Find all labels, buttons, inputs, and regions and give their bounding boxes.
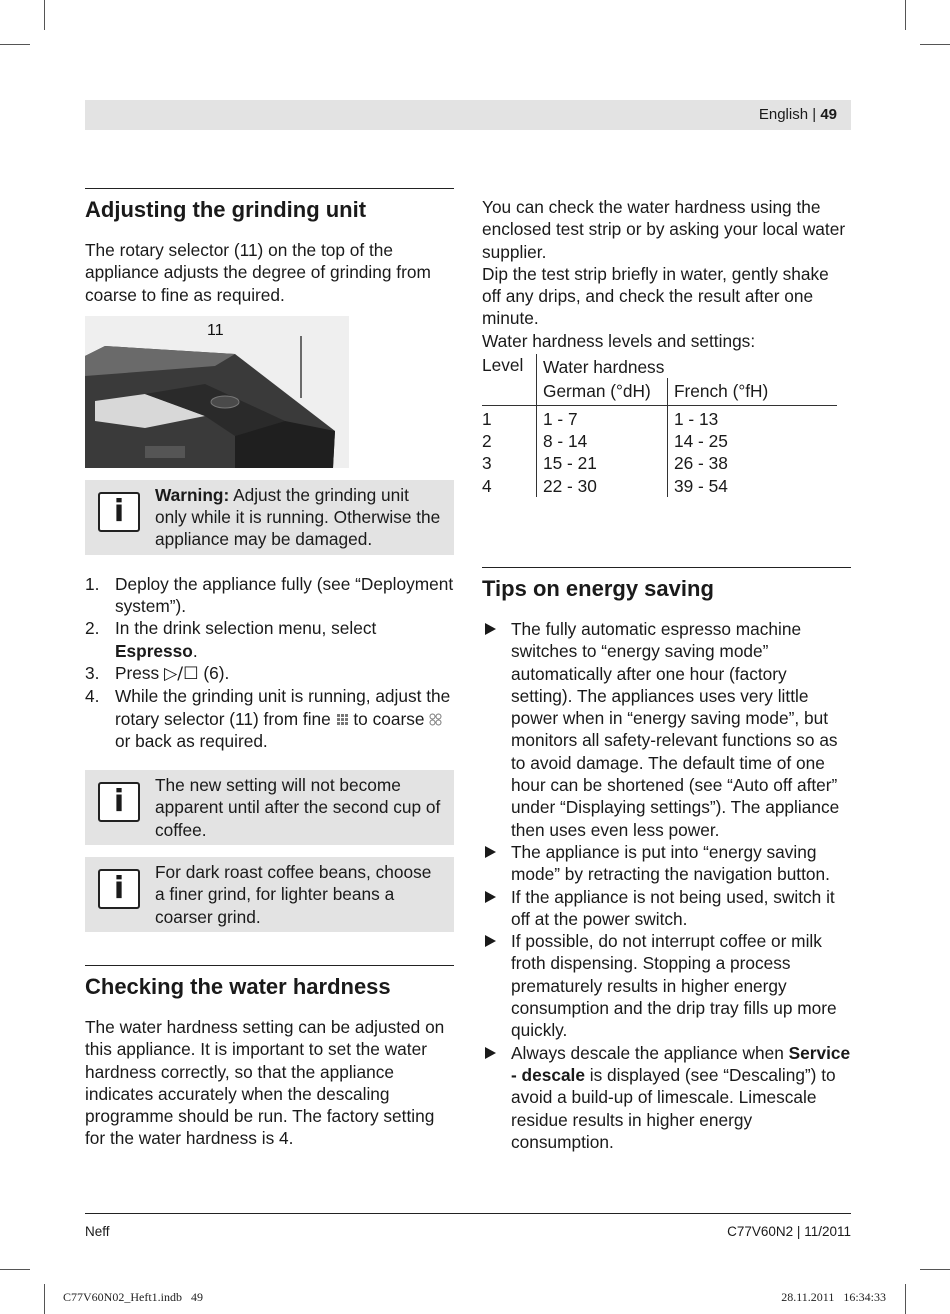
warning-label: Warning: — [155, 484, 230, 505]
list-item — [482, 841, 851, 886]
crop-mark — [905, 1284, 906, 1314]
table-header-level: Level — [482, 354, 537, 405]
table-row — [482, 475, 837, 497]
left-column — [85, 188, 454, 1150]
section-rule — [85, 965, 454, 966]
table-cell: 1 - 13 — [674, 408, 719, 429]
test-strip-text: Dip the test strip briefly in water, gently shake off any drips, and check the result after one minute. — [482, 263, 829, 329]
info-icon: i — [98, 782, 140, 822]
table-cell: 1 — [482, 405, 537, 430]
table-cell: 4 — [482, 475, 537, 497]
water-hardness-table — [482, 354, 837, 497]
step-bold: Espresso — [115, 640, 193, 661]
section-title-water-hardness: Checking the water hardness — [85, 973, 391, 999]
print-slug-file: C77V60N02_Heft1.indb 49 — [63, 1290, 203, 1304]
header-separator: | — [812, 106, 817, 123]
tip-text: is displayed (see “Descaling”) to avoid a build-up of limescale. Limescale residue results in higher energy consumption. — [511, 1064, 836, 1152]
footer-brand: Neff — [85, 1224, 110, 1239]
table-header-french: French (°fH) — [674, 381, 769, 402]
header-language: English — [758, 106, 809, 123]
figure-callout-11: 11 — [207, 321, 224, 339]
tip-text: Always descale the appliance when — [511, 1042, 789, 1063]
tip-text: The fully automatic espresso machine switches to “energy saving mode” automatically after one hour (factory setting). The appliances uses very little power when in “energy saving mode”, but monitors all safety-relevant functions so as to avoid damage. The default time of one hour can be shortened (see “Auto off after” under “Displaying settings”). The appliance then uses even less power. — [511, 619, 840, 840]
crop-mark — [44, 1284, 45, 1314]
table-row — [482, 354, 837, 378]
step-number: 1. — [85, 573, 100, 594]
water-hardness-text: The water hardness setting can be adjusted on this appliance. It is important to set the water hardness correctly, so that the appliance indicates accurately when the descaling programme should be run. The factory setting for the water hardness is 4. — [85, 1016, 445, 1149]
right-column-energy — [482, 567, 851, 1153]
info-icon: i — [98, 492, 140, 532]
section-title-grinding: Adjusting the grinding unit — [85, 197, 367, 222]
page-footer — [85, 1213, 851, 1244]
play-stop-icon: ▷/☐ — [163, 663, 199, 684]
grinding-intro: The rotary selector (11) on the top of the appliance adjusts the degree of grinding from coarse to fine as required. — [85, 240, 431, 305]
fine-grind-icon — [336, 713, 349, 726]
triangle-bullet-icon — [485, 846, 496, 858]
crop-mark — [0, 44, 30, 45]
step-text: While the grinding unit is running, adjust the rotary selector (11) from fine — [115, 686, 451, 729]
info-box-roast — [85, 857, 454, 932]
table-row — [482, 452, 837, 474]
table-cell: 22 - 30 — [537, 475, 668, 497]
table-row — [482, 405, 837, 430]
table-cell: 2 — [482, 430, 537, 452]
energy-tips-list — [482, 618, 851, 1153]
step-text: (6). — [198, 662, 230, 683]
section-rule — [85, 188, 454, 189]
table-cell: 14 - 25 — [674, 430, 728, 451]
hardness-check-text: You can check the water hardness using the enclosed test strip or by asking your local water supplier. — [482, 197, 846, 262]
header-page-number: 49 — [820, 106, 837, 123]
info-icon: i — [98, 869, 140, 909]
list-item — [85, 685, 454, 752]
step-text: or back as required. — [115, 730, 268, 751]
list-item — [482, 886, 851, 931]
section-title-energy-saving: Tips on energy saving — [482, 576, 714, 601]
table-row — [482, 430, 837, 452]
footer-model: C77V60N2 | 11/2011 — [727, 1224, 851, 1239]
step-text: Press — [115, 662, 164, 683]
table-cell: 1 - 7 — [537, 405, 668, 430]
grinding-steps — [85, 573, 454, 752]
info-text: For dark roast coffee beans, choose a finer grind, for lighter beans a coarser grind. — [155, 862, 432, 927]
tip-bold: Service - descale — [511, 1042, 851, 1085]
step-number: 3. — [85, 662, 100, 683]
step-text: to coarse — [348, 708, 430, 729]
list-item — [85, 617, 454, 662]
page-number-label — [759, 106, 837, 123]
tip-text: The appliance is put into “energy saving mode” by retracting the navigation button. — [511, 841, 830, 885]
crop-mark — [905, 0, 906, 30]
step-number: 2. — [85, 618, 100, 639]
step-text: . — [192, 640, 198, 661]
info-box-setting — [85, 770, 454, 845]
triangle-bullet-icon — [485, 935, 496, 947]
table-cell: 3 — [482, 452, 537, 474]
warning-box — [85, 480, 454, 555]
table-header-german: German (°dH) — [537, 378, 668, 405]
table-header-hardness: Water hardness — [543, 357, 665, 378]
step-number: 4. — [85, 686, 100, 707]
crop-mark — [0, 1269, 30, 1270]
table-cell: 8 - 14 — [537, 430, 668, 452]
crop-mark — [920, 44, 950, 45]
list-item — [482, 1042, 851, 1153]
table-cell: 26 - 38 — [674, 453, 728, 474]
tip-text: If the appliance is not being used, switch it off at the power switch. — [511, 886, 835, 929]
crop-mark — [920, 1269, 950, 1270]
info-text: The new setting will not become apparent until after the second cup of coffee. — [155, 775, 441, 840]
crop-mark — [44, 0, 45, 30]
triangle-bullet-icon — [485, 623, 496, 635]
step-text: Deploy the appliance fully (see “Deployment system”). — [115, 573, 454, 617]
list-item — [85, 573, 454, 618]
triangle-bullet-icon — [485, 1047, 496, 1059]
list-item — [482, 930, 851, 1041]
tip-text: If possible, do not interrupt coffee or milk froth dispensing. Stopping a process prematurely results in higher energy consumption and the drip tray fills up more quickly. — [511, 931, 837, 1041]
levels-intro: Water hardness levels and settings: — [482, 330, 756, 351]
step-text: In the drink selection menu, select — [115, 618, 377, 639]
grinder-figure — [85, 316, 349, 468]
table-cell: 15 - 21 — [537, 452, 668, 474]
list-item — [85, 662, 454, 685]
triangle-bullet-icon — [485, 891, 496, 903]
print-slug-datetime: 28.11.2011 16:34:33 — [781, 1290, 886, 1304]
warning-body: Adjust the grinding unit only while it is running. Otherwise the appliance may be damaged. — [155, 484, 441, 550]
right-column — [482, 196, 851, 497]
coarse-grind-icon — [429, 713, 442, 726]
page-header — [85, 100, 851, 130]
warning-text — [155, 484, 444, 551]
list-item — [482, 618, 851, 841]
table-cell: 39 - 54 — [674, 475, 728, 496]
section-rule — [482, 567, 851, 568]
